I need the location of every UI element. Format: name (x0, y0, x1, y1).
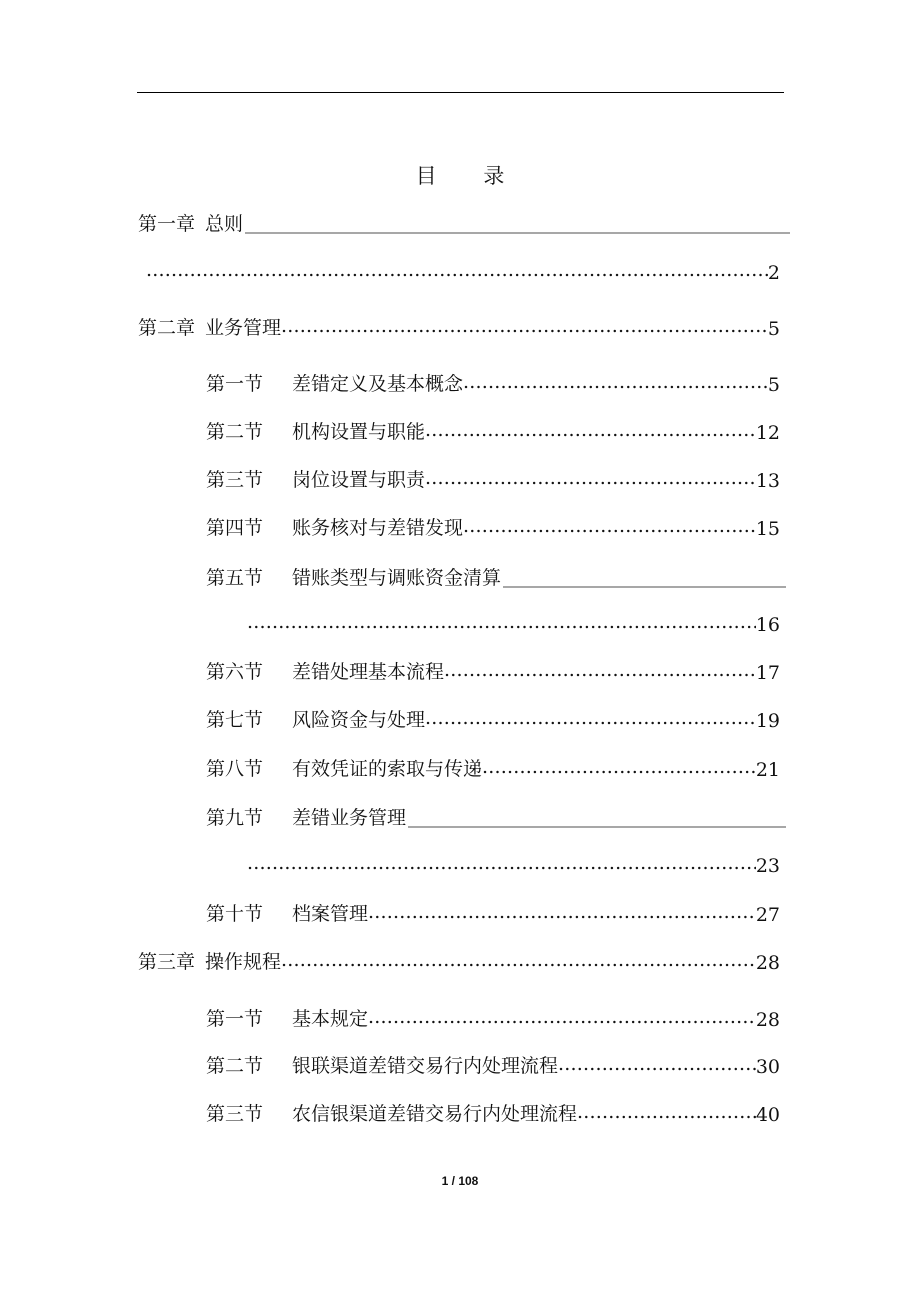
toc-entry-ch2-s9-continuation[interactable] (247, 849, 780, 877)
section-title: 银联渠道差错交易行内处理流程 (292, 1055, 559, 1077)
chapter-number: 第一章 (138, 213, 196, 235)
page-number: 30 (755, 1056, 780, 1078)
toc-entry-ch3[interactable] (138, 946, 780, 974)
section-number: 第四节 (206, 517, 264, 539)
section-title: 机构设置与职能 (292, 421, 426, 443)
section-number: 第五节 (206, 567, 264, 589)
page-number: 5 (767, 318, 780, 340)
page-number: 13 (755, 470, 780, 492)
dot-leader (425, 416, 756, 444)
page-number: 2 (767, 262, 780, 284)
toc-rule (408, 826, 786, 828)
dot-leader (425, 464, 756, 492)
section-title: 基本规定 (292, 1008, 369, 1030)
toc-entry-ch2-s4[interactable] (206, 512, 780, 540)
dot-leader (281, 312, 768, 340)
toc-entry-ch1[interactable] (138, 208, 790, 236)
section-number: 第七节 (206, 709, 264, 731)
section-title: 差错处理基本流程 (292, 661, 445, 683)
dot-leader (463, 512, 756, 540)
toc-entry-ch3-s3[interactable] (206, 1098, 780, 1126)
section-title: 档案管理 (292, 903, 369, 925)
page-number: 40 (755, 1104, 780, 1126)
toc-entry-ch1-continuation[interactable] (146, 256, 780, 284)
page-number: 28 (755, 1009, 780, 1031)
dot-leader (247, 849, 756, 877)
section-title: 风险资金与处理 (292, 709, 426, 731)
section-title: 岗位设置与职责 (292, 469, 426, 491)
toc-rule (503, 586, 786, 588)
toc-title: 目 录 (415, 164, 525, 188)
section-number: 第十节 (206, 903, 264, 925)
page-number: 17 (755, 662, 780, 684)
toc-entry-ch2-s7[interactable] (206, 704, 780, 732)
chapter-title: 总则 (205, 213, 244, 235)
toc-entry-ch2-s3[interactable] (206, 464, 780, 492)
toc-entry-ch3-s2[interactable] (206, 1050, 780, 1078)
section-title: 账务核对与差错发现 (292, 517, 464, 539)
section-number: 第一节 (206, 373, 264, 395)
section-title: 错账类型与调账资金清算 (292, 567, 502, 589)
section-title: 差错业务管理 (292, 807, 407, 829)
chapter-number: 第三章 (138, 951, 196, 973)
page-number: 5 (767, 374, 780, 396)
dot-leader (146, 256, 768, 284)
chapter-number: 第二章 (138, 317, 196, 339)
toc-rule (245, 232, 790, 234)
section-number: 第三节 (206, 469, 264, 491)
page-number: 12 (755, 422, 780, 444)
toc-entry-ch2-s9[interactable] (206, 802, 786, 830)
section-number: 第一节 (206, 1008, 264, 1030)
dot-leader (368, 1003, 756, 1031)
section-number: 第三节 (206, 1103, 264, 1125)
dot-leader (281, 946, 756, 974)
dot-leader (425, 704, 756, 732)
chapter-title: 业务管理 (205, 317, 282, 339)
section-title: 有效凭证的索取与传递 (292, 758, 483, 780)
toc-entry-ch2-s10[interactable] (206, 898, 780, 926)
toc-entry-ch2-s5-continuation[interactable] (247, 608, 780, 636)
toc-entry-ch2[interactable] (138, 312, 780, 340)
chapter-title: 操作规程 (205, 951, 282, 973)
header-rule (137, 92, 784, 93)
dot-leader (463, 368, 768, 396)
page-number: 15 (755, 518, 780, 540)
dot-leader (577, 1098, 756, 1126)
section-number: 第八节 (206, 758, 264, 780)
toc-entry-ch2-s8[interactable] (206, 753, 780, 781)
section-number: 第二节 (206, 421, 264, 443)
dot-leader (482, 753, 756, 781)
toc-entry-ch2-s6[interactable] (206, 656, 780, 684)
page-number: 27 (755, 904, 780, 926)
page-number: 28 (755, 952, 780, 974)
section-title: 农信银渠道差错交易行内处理流程 (292, 1103, 578, 1125)
section-number: 第二节 (206, 1055, 264, 1077)
dot-leader (444, 656, 756, 684)
section-title: 差错定义及基本概念 (292, 373, 464, 395)
page-number: 16 (755, 614, 780, 636)
page-number: 19 (755, 710, 780, 732)
page-number: 23 (755, 855, 780, 877)
toc-entry-ch3-s1[interactable] (206, 1003, 780, 1031)
toc-entry-ch2-s5[interactable] (206, 562, 786, 590)
dot-leader (247, 608, 756, 636)
section-number: 第六节 (206, 661, 264, 683)
page-footer: 1 / 108 (441, 1174, 479, 1188)
toc-entry-ch2-s1[interactable] (206, 368, 780, 396)
toc-entry-ch2-s2[interactable] (206, 416, 780, 444)
page-number: 21 (755, 759, 780, 781)
section-number: 第九节 (206, 807, 264, 829)
dot-leader (368, 898, 756, 926)
dot-leader (558, 1050, 756, 1078)
